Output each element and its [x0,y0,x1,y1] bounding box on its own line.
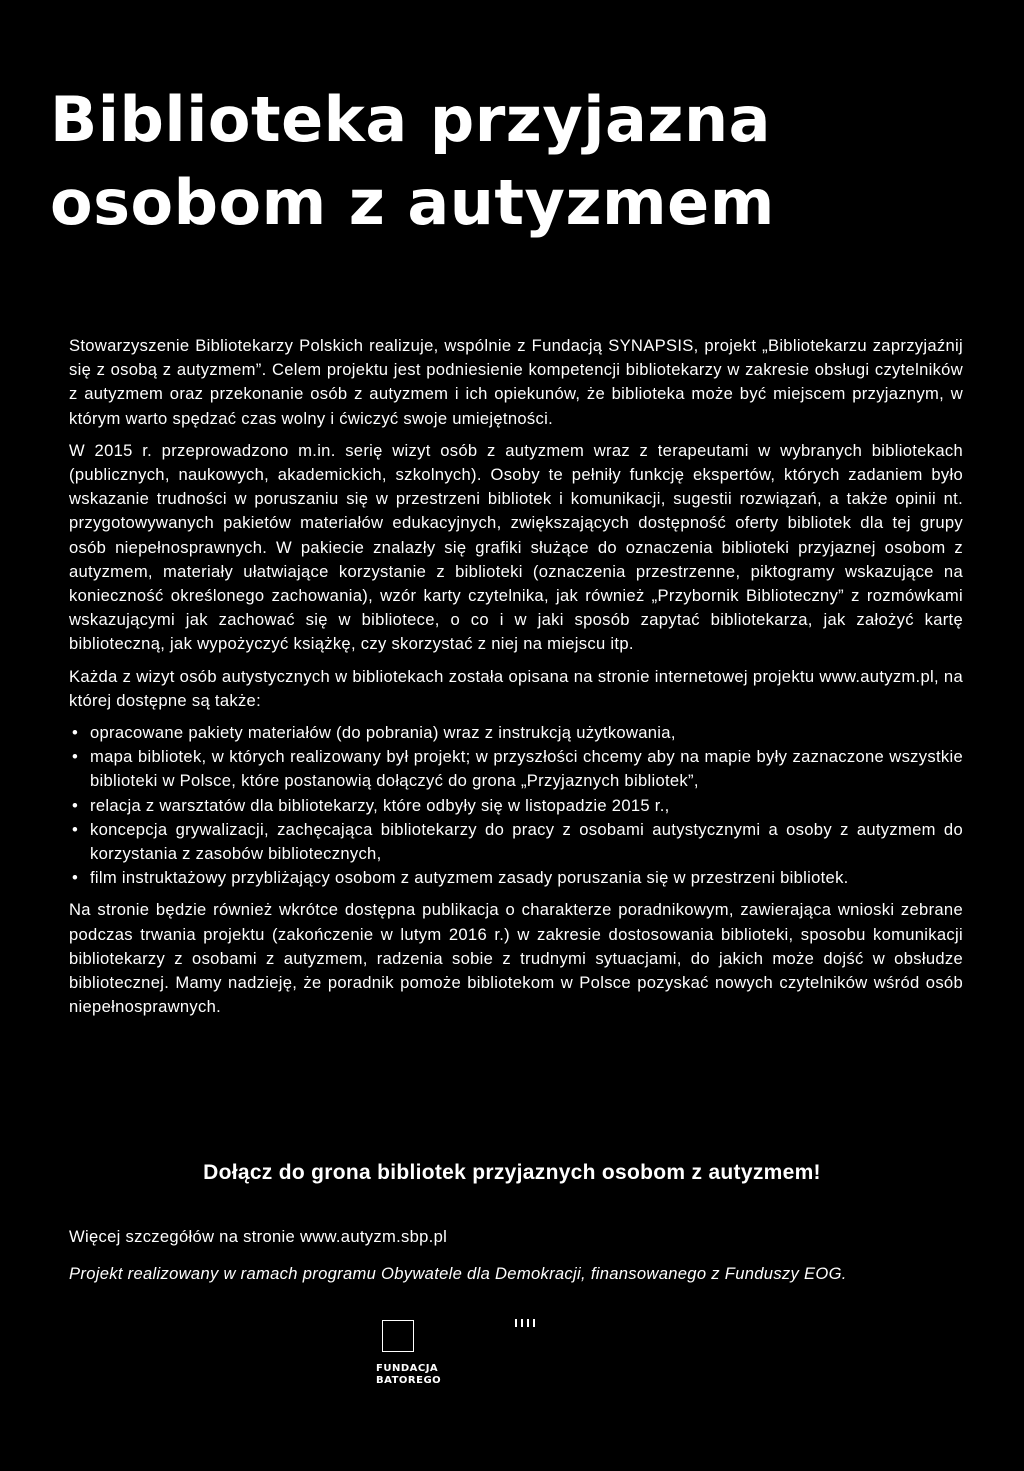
list-item-text: mapa bibliotek, w których realizowany był projekt; w przyszłości chcemy aby na mapie były zaznaczone wszystkie biblioteki w Polsce, które postanowią dołączyć do grona „Przyjaznych bibliotek”, [90,747,963,791]
logo-line-2: BATOREGO [376,1375,442,1386]
logo-square-icon [382,1320,414,1352]
list-item-text: opracowane pakiety materiałów (do pobrania) wraz z instrukcją użytkowania, [90,723,676,743]
fundacja-batorego-logo [376,1318,446,1393]
list-item-text: film instruktażowy przybliżający osobom z autyzmem zasady poruszania się w przestrzeni bibliotek. [90,868,849,888]
bullet-icon: • [72,868,79,888]
list-item [69,745,963,793]
title-line-1: Biblioteka przyjazna [50,83,771,156]
list-item [69,794,963,818]
feature-list [69,721,963,890]
body-text [69,334,963,1027]
list-item [69,866,963,890]
more-info-text: Więcej szczegółów na stronie www.autyzm.sbp.pl [69,1227,448,1246]
list-item-text: koncepcja grywalizacji, zachęcająca bibliotekarzy do pracy z osobami autystycznymi a osoby z autyzmem do korzystania z zasobów bibliotecznych, [90,819,963,864]
title-line-2: osobom z autyzmem [50,166,775,239]
bullet-icon: • [72,795,79,815]
logo-text [376,1363,456,1387]
call-to-action: Dołącz do grona bibliotek przyjaznych osobom z autyzmem! [203,1161,821,1184]
eog-marks-icon [514,1318,538,1328]
list-item [69,818,963,866]
bullet-icon: • [72,819,79,839]
logo-line-1: FUNDACJA [376,1363,439,1374]
list-item [69,721,963,745]
list-item-text: relacja z warsztatów dla bibliotekarzy, które odbyły się w listopadzie 2015 r., [90,795,670,815]
paragraph-intro-1: Stowarzyszenie Bibliotekarzy Polskich realizuje, wspólnie z Fundacją SYNAPSIS, projekt „Bibliotekarzu zaprzyjaźnij się z osobą z autyzmem”. Celem projektu jest podniesienie kompetencji bibliotekarzy w zakresie obsługi czytelników z autyzmem oraz przekonanie osób z autyzmem i ich opiekunów, że biblioteka może być miejscem przyjaznym, w którym warto spędzać czas wolny i ćwiczyć swoje umiejętności. [69,336,963,428]
funding-note: Projekt realizowany w ramach programu Obywatele dla Demokracji, finansowanego z Funduszy EOG. [69,1264,847,1283]
bullet-icon: • [72,747,79,767]
paragraph-closing: Na stronie będzie również wkrótce dostępna publikacja o charakterze poradnikowym, zawierająca wnioski zebrane podczas trwania projektu (zakończenie w lutym 2016 r.) w zakresie dostosowania biblioteki, sposobu komunikacji bibliotekarzy z osobami z autyzmem, radzenia sobie z trudnymi sytuacjami, do jakich może dojść w obsłudze bibliotecznej. Mamy nadzieję, że poradnik pomoże bibliotekom w Polsce pozyskać nowych czytelników wśród osób niepełnosprawnych. [69,900,963,1017]
paragraph-intro-2: W 2015 r. przeprowadzono m.in. serię wizyt osób z autyzmem wraz z terapeutami w wybranych bibliotekach (publicznych, naukowych, akademickich, szkolnych). Osoby te pełniły funkcję ekspertów, których zadaniem było wskazanie trudności w poruszaniu się w przestrzeni bibliotek i komunikacji, sugestii rozwiązań, a także opinii nt. przygotowywanych pakietów materiałów edukacyjnych, zwiększających dostępność oferty bibliotek dla tej grupy osób niepełnosprawnych. W pakiecie znalazły się grafiki służące do oznaczenia biblioteki przyjaznej osobom z autyzmem, materiały ułatwiające korzystanie z biblioteki (oznaczenia przestrzenne, piktogramy wskazujące na konieczność określonego zachowania), wzór karty czytelnika, jak również „Przybornik Biblioteczny” z rozmówkami wskazującymi jak zachować się w bibliotece, o co i w jaki sposób zapytać bibliotekarza, jak założyć kartę biblioteczną, jak wypożyczyć książkę, czy skorzystać z niej na miejscu itp. [69,440,963,654]
page-title [50,78,775,244]
paragraph-intro-3: Każda z wizyt osób autystycznych w bibliotekach została opisana na stronie internetowej projektu www.autyzm.pl, na której dostępne są także: [69,666,963,710]
bullet-icon: • [72,723,79,743]
